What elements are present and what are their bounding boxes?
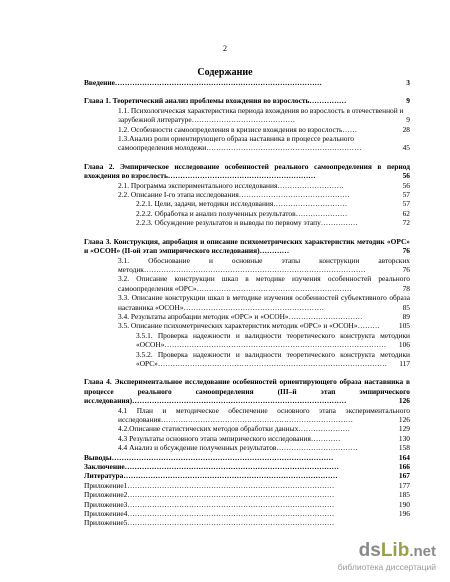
- toc-entry-literature: Литература…………………………………………………………………………… 167: [84, 471, 410, 481]
- toc-entry-chapter-3: Глава 3. Конструкция, апробация и описание психометрических характеристик методик «ОРС» и «ОСОН» (II-ой этап эмпирического исследования)………… 76: [84, 236, 410, 256]
- toc-entry-3-2: 3.2. Описание конструкции шкал в методике изучения особенностей реального самоопределения «ОРС»……………………………………………………… 78: [118, 274, 410, 293]
- toc-entry-appendix-3: Приложение3………………………………………………………………………… 190: [84, 499, 410, 509]
- toc-entry-conclusion: Заключение…………………………………………………………………………… 166: [84, 462, 410, 472]
- toc-entry-3-5-1: 3.5.1. Проверка надежности и валидности теоретического конструкта методики «ОСОН»……………………………………………………………………………… 106: [136, 330, 410, 350]
- watermark: [338, 541, 436, 572]
- toc-entry-conclusions: Выводы……………………………………………………………………………… 164: [84, 452, 410, 462]
- toc-entry-2-2-3: 2.2.3. Обсуждение результатов и выводы по первому этапу…………… 72: [136, 218, 410, 228]
- toc-entry-1-1: 1.1. Психологическая характеристика периода вхождения во взрослость в отечественной и зарубежной литературе…………………………………… 9: [118, 105, 410, 125]
- toc-entry-1-2: 1.2. Особенности самоопределения в кризисе вхождения во взрослость…… 28: [118, 124, 410, 134]
- toc-entry-appendix-5: Приложение5…………………………………………………………………………: [84, 518, 335, 528]
- toc-entry-appendix-2: Приложение2………………………………………………………………………… 185: [84, 490, 410, 500]
- table-of-contents: [84, 78, 410, 528]
- toc-entry-3-5: 3.5. Описание психометрических характеристик методик «ОРС» и «ОСОН»……… 105: [118, 321, 410, 331]
- toc-entry-2-2-2: 2.2.2. Обработка и анализ полученных результатов………………… 62: [136, 208, 410, 218]
- toc-entry-2-2-1: 2.2.1. Цели, задачи, методики исследования………………………… 57: [136, 199, 410, 209]
- page-number: 2: [223, 44, 227, 53]
- toc-entry-4-3: 4.3 Результаты основного этапа эмпирического исследования………… 130: [118, 433, 410, 443]
- toc-entry-3-5-2: 3.5.2. Проверка надежности и валидности теоретического конструкта методики «ОРС»………………………………………………………………………………… 117: [136, 349, 410, 368]
- toc-entry-3-4: 3.4. Результаты апробации методик «ОРС» и «ОСОН»………………………… 89: [118, 311, 410, 321]
- toc-entry-chapter-4: Глава 4. Экспериментальное исследование особенностей ориентирующего образа наставника в процессе реального самоопределения (III–й этап эмпирического исследования)…………………………………………………………………………… 126: [84, 377, 410, 406]
- toc-entry-chapter-2: Глава 2. Эмпирическое исследование особенностей реального самоопределения в период вхождения во взрослость…………………………………………………… 56: [84, 161, 410, 181]
- toc-entry-3-1: 3.1. Обоснование и основные этапы конструкции авторских методик……………………………………………………………………………… 76: [118, 255, 410, 274]
- watermark-logo: dsLib.net: [358, 540, 436, 561]
- toc-entry-1-3: 1.3.Анализ роли ориентирующего образа наставника в процессе реального самоопределения молодежи……………………………………………………… 45: [118, 134, 410, 153]
- toc-entry-appendix-4: Приложение4………………………………………………………………………… 196: [84, 509, 410, 519]
- toc-entry-appendix-1: Приложение1………………………………………………………………………… 177: [84, 480, 410, 490]
- toc-entry-4-4: 4.4 Анализ и обсуждение полученных результатов…………………………… 158: [118, 443, 410, 453]
- toc-entry-2-1: 2.1. Программа экспериментального исследования……………………… 56: [118, 180, 410, 190]
- toc-entry-4-1: 4.1 План и методическое обеспечение основного этапа экспериментального исследования…………………………………………………………………… 126: [118, 405, 410, 424]
- page-title: Содержание: [197, 67, 253, 78]
- toc-entry-2-2: 2.2. Описание I-го этапа исследования……………………………………… 57: [118, 190, 410, 200]
- toc-entry-intro: Введение………………………………………………………………………… 3: [84, 78, 410, 87]
- toc-entry-chapter-1: Глава 1. Теоретический анализ проблемы вхождения во взрослость…………… 9: [84, 96, 410, 106]
- toc-entry-3-3: 3.3. Описание конструкции шкал в методике изучения особенностей субъективного образа наставника «ОСОН»………………………………………………… 85: [118, 293, 410, 312]
- watermark-subtitle: библиотека диссертаций: [337, 562, 436, 572]
- toc-entry-4-2: 4.2.Описание статистических методов обработки данных………………… 129: [118, 424, 410, 434]
